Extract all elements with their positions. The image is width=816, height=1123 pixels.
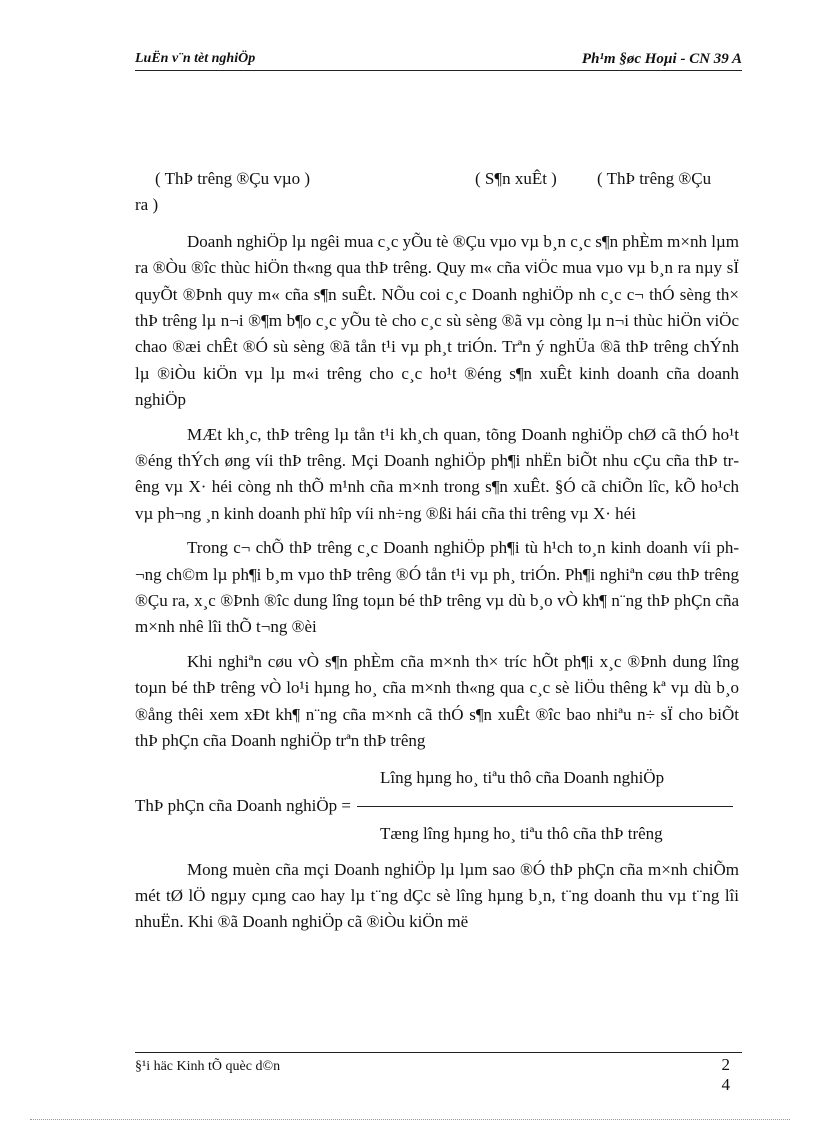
fraction-bar [357,806,733,807]
paragraph-5: Mong muèn cña mçi Doanh nghiÖp lµ lµm sao ®Ó thÞ phÇn cña m×nh chiÕm mét tØ lÖ ngµy cµng cao hay lµ t¨ng dÇc sè lîng hµng b¸n, t¨ng doanh thu vµ t¨ng lîi nhuËn. Khi ®ã Doanh nghiÖp cã ®iÒu kiÖn më [135,859,739,932]
header-thesis-title: LuËn v¨n tèt nghiÖp [135,51,256,66]
formula-label: ThÞ phÇn cña Doanh nghiÖp = [135,795,351,815]
market-flow-line-continued [135,192,739,218]
page-number [722,1055,731,1095]
formula-numerator: Lîng hµng ho¸ tiªu thô cña Doanh nghiÖp [380,767,665,787]
flow-production: ( S¶n xuÊt ) [475,169,557,188]
market-share-formula [135,765,739,849]
flow-output-market-end: ra ) [135,195,159,215]
page-number-digit-1: 2 [721,1055,730,1074]
footer-university: §¹i häc Kinh tÕ quèc d©n [135,1059,281,1074]
header-author: Ph¹m §øc Hoµi - CN 39 A [581,51,742,67]
document-body [135,166,739,936]
paragraph-1: Doanh nghiÖp lµ ngêi mua c¸c yÕu tè ®Çu vµo vµ b¸n c¸c s¶n phÈm m×nh lµm ra ®Òu ®îc thùc hiÖn th«ng qua thÞ trêng. Quy m« cña viÖc mua vµo vµ b¸n ra nµy sÏ quyÕt ®Þnh quy m« cña s¶n suÊt. NÕu coi c¸c Doanh nghiÖp nh c¸c c¬ thÓ sèng th× thÞ trêng lµ n¬i ®¶m b¶o c¸c yÕu tè cho c¸c sù sèng ®ã vµ còng lµ n¬i thùc hiÖn viÖc chao ®æi chÊt ®Ó sù sèng ®ã tån t¹i vµ ph¸t triÓn. Trªn ý nghÜa ®ã thÞ trêng chÝnh lµ ®iÒu kiÖn vµ lµ m«i trêng cho c¸c ho¹t ®éng s¶n xuÊt kinh doanh cña doanh nghiÖp [135,231,739,410]
flow-output-market: ( ThÞ trêng ®Çu [597,169,712,188]
paragraph-4: Khi nghiªn cøu vÒ s¶n phÈm cña m×nh th× tríc hÕt ph¶i x¸c ®Þnh dung lîng toµn bé thÞ trêng vÒ lo¹i hµng ho¸ cña m×nh th«ng qua c¸c sè liÖu thêng kª vµ dù b¸o ®ång thêi xem xÐt kh¶ n¨ng cña m×nh cã thÓ s¶n xuÊt ®îc bao nhiªu n÷ sÏ cho biÕt thÞ phÇn cña Doanh nghiÖp trªn thÞ trêng [135,651,739,751]
formula-denominator: Tæng lîng hµng ho¸ tiªu thô cña thÞ trêng [380,823,663,843]
flow-input-market: ( ThÞ trêng ®Çu vµo ) [155,169,311,188]
paragraph-2: MÆt kh¸c, thÞ trêng lµ tån t¹i kh¸ch quan, tõng Doanh nghiÖp chØ cã thÓ ho¹t ®éng thÝch øng víi thÞ trêng. Mçi Doanh nghiÖp ph¶i nhËn biÕt nhu cÇu cña thÞ trêng vµ X· héi còng nh thÕ m¹nh cña m×nh trong s¶n xuÊt. §Ó cã chiÕn lîc, kÕ ho¹ch vµ ph¬ng ¸n kinh doanh phï hîp víi nh÷ng ®ßi hái cña thi trêng vµ X· héi [135,424,739,523]
market-flow-line [135,166,739,192]
page-footer [135,1052,742,1094]
paragraph-3: Trong c¬ chÕ thÞ trêng c¸c Doanh nghiÖp ph¶i tù h¹ch to¸n kinh doanh víi ph¬ng ch©m lµ ph¶i b¸m vµo thÞ trêng ®Ó tån t¹i vµ ph¸ triÓn. Ph¶i nghiªn cøu thÞ trêng ®Çu ra, x¸c ®Þnh ®îc dung lîng toµn bé thÞ trêng vµ dù b¸o vÒ kh¶ n¨ng thÞ phÇn cña m×nh nhê lîi thÕ t¬ng ®èi [135,538,739,637]
page-bottom-edge [30,1119,790,1120]
page-header [135,48,742,71]
page-number-digit-2: 4 [721,1075,730,1094]
